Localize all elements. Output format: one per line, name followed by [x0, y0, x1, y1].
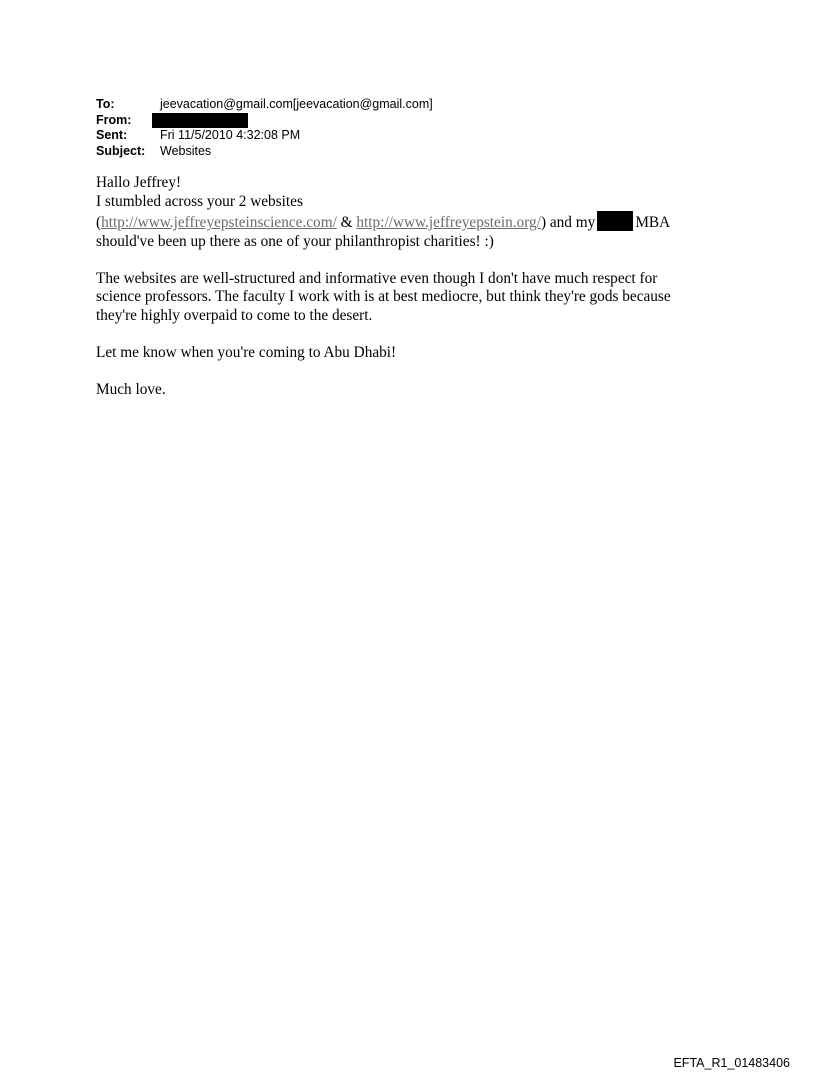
mba-text: MBA	[635, 214, 671, 231]
para2-line-3: they're highly overpaid to come to the desert.	[96, 306, 373, 324]
body-line-2	[96, 211, 736, 233]
paragraph-2	[96, 270, 736, 326]
from-row	[96, 113, 433, 129]
ampersand: &	[336, 214, 357, 231]
to-value: jeevacation@gmail.com[jeevacation@gmail.com]	[160, 97, 433, 111]
closing: Much love.	[96, 380, 166, 398]
subject-value: Websites	[160, 143, 212, 158]
inline-redaction	[597, 211, 633, 231]
sent-row	[96, 128, 433, 144]
sent-label: Sent:	[96, 128, 128, 142]
paragraph-3	[96, 344, 736, 363]
document-id: EFTA_R1_01483406	[673, 1056, 790, 1070]
science-website-link[interactable]: http://www.jeffreyepsteinscience.com/	[101, 214, 337, 231]
greeting: Hallo Jeffrey!	[96, 174, 182, 191]
to-row	[96, 97, 433, 113]
para3-line: Let me know when you're coming to Abu Dhabi!	[96, 343, 397, 361]
org-website-link[interactable]: http://www.jeffreyepstein.org/	[356, 214, 541, 231]
email-body	[96, 174, 736, 418]
sent-value: Fri 11/5/2010 4:32:08 PM	[160, 128, 301, 142]
paragraph-1	[96, 174, 736, 251]
subject-label: Subject:	[96, 143, 146, 158]
subject-row	[96, 144, 433, 160]
paragraph-4	[96, 381, 736, 400]
para2-line-2: science professors. The faculty I work with is at best mediocre, but think they're gods because	[96, 288, 671, 305]
to-label: To:	[96, 97, 115, 111]
body-line-3: should've been up there as one of your philanthropist charities! :)	[96, 232, 494, 250]
para2-line-1: The websites are well-structured and informative even though I don't have much respect for	[96, 269, 658, 287]
email-header	[96, 97, 433, 159]
paren-open: (	[96, 214, 102, 231]
from-label: From:	[96, 112, 132, 127]
body-line-1: I stumbled across your 2 websites	[96, 192, 303, 210]
after-links-text: ) and my	[540, 214, 596, 231]
from-redaction	[152, 113, 248, 128]
